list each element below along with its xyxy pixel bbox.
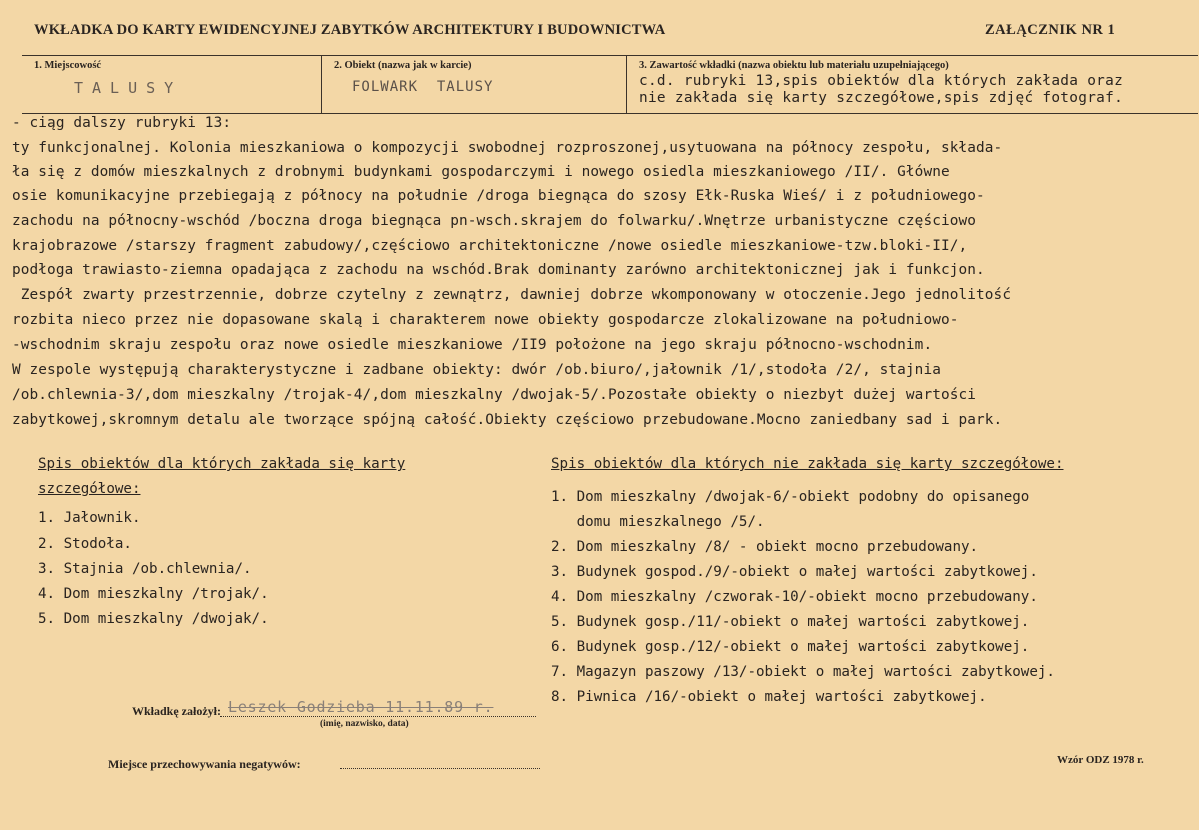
description-line: podłoga trawiasto-ziemna opadająca z zachodu na wschód.Brak dominanty zarówno architektonicznej jak i funkcjon. <box>12 262 985 278</box>
description-line: ła się z domów mieszkalnych z drobnymi budynkami gospodarczymi i nowego osiedla mieszkaniowego /II/. Główne <box>12 164 950 180</box>
negatives-dotted-line <box>340 768 540 769</box>
list-with-cards-heading <box>38 452 405 502</box>
author-label: Wkładkę założył: <box>132 704 221 718</box>
list-item: 7. Magazyn paszowy /13/-obiekt o małej wartości zabytkowej. <box>551 664 1055 680</box>
description-line: osie komunikacyjne przebiegają z północy na południe /droga biegnąca do szosy Ełk-Ruska Wieś/ i z południowego- <box>12 188 985 204</box>
description-line: zabytkowej,skromnym detalu ale tworzące spójną całość.Obiekty częściowo przebudowane.Mocno zaniedbany sad i park. <box>12 412 1003 428</box>
description-line: -wschodnim skraju zespołu oraz nowe osiedle mieszkaniowe /II9 położone na jego skraju północno-wschodnim. <box>12 337 933 353</box>
negatives-label: Miejsce przechowywania negatywów: <box>108 757 301 771</box>
form-title: WKŁADKA DO KARTY EWIDENCYJNEJ ZABYTKÓW ARCHITEKTURY I BUDOWNICTWA <box>34 22 666 38</box>
list-item: 3. Stajnia /ob.chlewnia/. <box>38 561 252 577</box>
description-line: - ciąg dalszy rubryki 13: <box>12 115 232 131</box>
description-line: /ob.chlewnia-3/,dom mieszkalny /trojak-4/,dom mieszkalny /dwojak-5/.Pozostałe obiekty o niezbyt dużej wartości <box>12 387 977 403</box>
list-item: 4. Dom mieszkalny /czworak-10/-obiekt mocno przebudowany. <box>551 589 1038 605</box>
author-caption: (imię, nazwisko, data) <box>320 719 409 729</box>
description-line: zachodu na północny-wschód /boczna droga biegnąca pn-wsch.skrajem do folwarku/.Wnętrze urbanistyczne częściowo <box>12 213 977 229</box>
list-item: 4. Dom mieszkalny /trojak/. <box>38 586 269 602</box>
description-line: W zespole występują charakterystyczne i zadbane obiekty: dwór /ob.biuro/,jałownik /1/,stodoła /2/, stajnia <box>12 362 941 378</box>
content-value <box>639 73 1123 107</box>
author-value: Leszek Godzieba 11.11.89 r. <box>228 698 494 716</box>
heading-line: Spis obiektów dla których zakłada się karty <box>38 456 406 472</box>
list-item: 8. Piwnica /16/-obiekt o małej wartości zabytkowej. <box>551 689 987 705</box>
content-label: 3. Zawartość wkładki (nazwa obiektu lub materiału uzupełniającego) <box>639 60 949 71</box>
content-cell <box>626 56 1198 113</box>
annex-number: ZAŁĄCZNIK NR 1 <box>985 22 1116 38</box>
description-line: rozbita nieco przez nie dopasowane skalą i charakterem nowe obiekty gospodarcze zlokalizowane na południowo- <box>12 312 959 328</box>
content-line: c.d. rubryki 13,spis obiektów dla których zakłada oraz <box>639 73 1124 89</box>
locality-label: 1. Miejscowość <box>34 60 102 71</box>
object-value: FOLWARK TALUSY <box>352 79 494 95</box>
locality-value: TALUSY <box>74 79 183 97</box>
list-item: 5. Budynek gosp./11/-obiekt o małej wartości zabytkowej. <box>551 614 1030 630</box>
list-item: 1. Jałownik. <box>38 510 141 526</box>
list-item: 2. Stodoła. <box>38 536 132 552</box>
locality-cell <box>22 56 321 113</box>
description-line: Zespół zwarty przestrzennie, dobrze czytelny z zewnątrz, dawniej dobrze wkomponowany w otoczenie.Jego jednolitość <box>12 287 1012 303</box>
form-code: Wzór ODZ 1978 r. <box>1057 754 1144 766</box>
object-label: 2. Obiekt (nazwa jak w karcie) <box>334 60 472 71</box>
author-dotted-line <box>220 716 536 717</box>
list-item: domu mieszkalnego /5/. <box>551 514 765 530</box>
list-item: 1. Dom mieszkalny /dwojak-6/-obiekt podobny do opisanego <box>551 489 1030 505</box>
list-item: 5. Dom mieszkalny /dwojak/. <box>38 611 269 627</box>
list-without-cards-heading: Spis obiektów dla których nie zakłada się karty szczegółowe: <box>551 456 1064 472</box>
list-item: 2. Dom mieszkalny /8/ - obiekt mocno przebudowany. <box>551 539 979 555</box>
list-item: 6. Budynek gosp./12/-obiekt o małej wartości zabytkowej. <box>551 639 1030 655</box>
object-cell <box>321 56 626 113</box>
header-fields-row <box>22 55 1198 114</box>
list-item: 3. Budynek gospod./9/-obiekt o małej wartości zabytkowej. <box>551 564 1038 580</box>
description-line: krajobrazowe /starszy fragment zabudowy/,częściowo architektoniczne /nowe osiedle mieszkaniowe-tzw.bloki-II/, <box>12 238 968 254</box>
heading-line: szczegółowe: <box>38 481 141 497</box>
description-line: ty funkcjonalnej. Kolonia mieszkaniowa o kompozycji swobodnej rozproszonej,usytuowana na północy zespołu, składa- <box>12 140 1003 156</box>
content-line: nie zakłada się karty szczegółowe,spis zdjęć fotograf. <box>639 90 1124 106</box>
